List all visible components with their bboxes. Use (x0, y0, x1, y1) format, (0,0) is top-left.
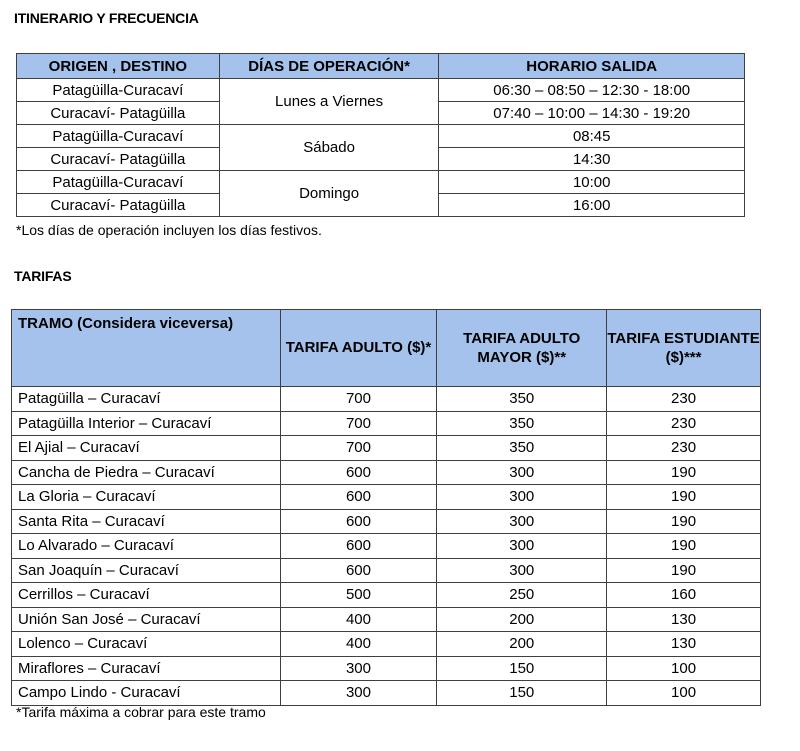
adult-fare-cell: 600 (280, 460, 437, 485)
days-cell: Lunes a Viernes (219, 79, 439, 125)
senior-fare-cell: 250 (437, 583, 607, 608)
senior-fare-cell: 300 (437, 558, 607, 583)
fares-footnote: *Tarifa máxima a cobrar para este tramo (16, 704, 266, 720)
route-cell: Patagüilla-Curacaví (17, 125, 220, 148)
schedule-cell: 08:45 (439, 125, 745, 148)
adult-fare-cell: 400 (280, 632, 437, 657)
itinerary-row (17, 171, 745, 194)
header-operation-days: DÍAS DE OPERACIÓN* (219, 54, 439, 79)
adult-fare-cell: 400 (280, 607, 437, 632)
route-segment-cell: Cerrillos – Curacaví (12, 583, 281, 608)
itinerary-row (17, 79, 745, 102)
fares-table (11, 309, 761, 706)
student-fare-cell: 100 (607, 656, 761, 681)
route-segment-cell: Unión San José – Curacaví (12, 607, 281, 632)
itinerary-row (17, 125, 745, 148)
route-cell: Curacaví- Patagüilla (17, 102, 220, 125)
route-segment-cell: Miraflores – Curacaví (12, 656, 281, 681)
student-fare-cell: 190 (607, 460, 761, 485)
route-segment-cell: Campo Lindo - Curacaví (12, 681, 281, 706)
student-fare-cell: 190 (607, 558, 761, 583)
route-segment-cell: Cancha de Piedra – Curacaví (12, 460, 281, 485)
header-origin-destination: ORIGEN , DESTINO (17, 54, 220, 79)
itinerary-heading: ITINERARIO Y FRECUENCIA (14, 10, 199, 26)
route-segment-cell: Patagüilla – Curacaví (12, 387, 281, 412)
route-cell: Curacaví- Patagüilla (17, 148, 220, 171)
student-fare-cell: 190 (607, 485, 761, 510)
adult-fare-cell: 600 (280, 534, 437, 559)
header-senior-fare: TARIFA ADULTO MAYOR ($)** (437, 310, 607, 387)
senior-fare-cell: 350 (437, 411, 607, 436)
days-cell: Domingo (219, 171, 439, 217)
student-fare-cell: 190 (607, 509, 761, 534)
route-segment-cell: La Gloria – Curacaví (12, 485, 281, 510)
fare-row (12, 607, 761, 632)
schedule-cell: 16:00 (439, 194, 745, 217)
fares-body (12, 387, 761, 706)
fare-row (12, 460, 761, 485)
senior-fare-cell: 300 (437, 509, 607, 534)
fare-row (12, 387, 761, 412)
itinerary-footnote: *Los días de operación incluyen los días festivos. (16, 222, 322, 238)
student-fare-cell: 230 (607, 436, 761, 461)
fare-row (12, 485, 761, 510)
fare-row (12, 509, 761, 534)
schedule-cell: 14:30 (439, 148, 745, 171)
adult-fare-cell: 700 (280, 436, 437, 461)
adult-fare-cell: 700 (280, 387, 437, 412)
header-departure-time: HORARIO SALIDA (439, 54, 745, 79)
senior-fare-cell: 200 (437, 632, 607, 657)
fare-row (12, 534, 761, 559)
adult-fare-cell: 600 (280, 509, 437, 534)
senior-fare-cell: 300 (437, 534, 607, 559)
days-cell: Sábado (219, 125, 439, 171)
senior-fare-cell: 350 (437, 436, 607, 461)
fare-row (12, 436, 761, 461)
schedule-cell: 10:00 (439, 171, 745, 194)
itinerary-table (16, 53, 745, 217)
senior-fare-cell: 350 (437, 387, 607, 412)
student-fare-cell: 230 (607, 387, 761, 412)
fare-row (12, 656, 761, 681)
fare-row (12, 681, 761, 706)
fares-header-row (12, 310, 761, 387)
student-fare-cell: 160 (607, 583, 761, 608)
senior-fare-cell: 200 (437, 607, 607, 632)
adult-fare-cell: 300 (280, 681, 437, 706)
fare-row (12, 411, 761, 436)
senior-fare-cell: 150 (437, 681, 607, 706)
itinerary-header-row (17, 54, 745, 79)
adult-fare-cell: 600 (280, 485, 437, 510)
adult-fare-cell: 700 (280, 411, 437, 436)
student-fare-cell: 190 (607, 534, 761, 559)
header-student-fare: TARIFA ESTUDIANTE ($)*** (607, 310, 761, 387)
route-segment-cell: El Ajial – Curacaví (12, 436, 281, 461)
route-segment-cell: Santa Rita – Curacaví (12, 509, 281, 534)
adult-fare-cell: 300 (280, 656, 437, 681)
header-route-segment: TRAMO (Considera viceversa) (12, 310, 281, 387)
route-cell: Curacaví- Patagüilla (17, 194, 220, 217)
senior-fare-cell: 150 (437, 656, 607, 681)
route-segment-cell: Lo Alvarado – Curacaví (12, 534, 281, 559)
route-segment-cell: San Joaquín – Curacaví (12, 558, 281, 583)
student-fare-cell: 130 (607, 632, 761, 657)
schedule-cell: 06:30 – 08:50 – 12:30 - 18:00 (439, 79, 745, 102)
header-adult-fare: TARIFA ADULTO ($)* (280, 310, 437, 387)
fare-row (12, 583, 761, 608)
route-segment-cell: Lolenco – Curacaví (12, 632, 281, 657)
route-segment-cell: Patagüilla Interior – Curacaví (12, 411, 281, 436)
fare-row (12, 558, 761, 583)
schedule-cell: 07:40 – 10:00 – 14:30 - 19:20 (439, 102, 745, 125)
senior-fare-cell: 300 (437, 460, 607, 485)
fares-heading: TARIFAS (14, 268, 72, 284)
route-cell: Patagüilla-Curacaví (17, 79, 220, 102)
student-fare-cell: 130 (607, 607, 761, 632)
senior-fare-cell: 300 (437, 485, 607, 510)
fare-row (12, 632, 761, 657)
adult-fare-cell: 500 (280, 583, 437, 608)
route-cell: Patagüilla-Curacaví (17, 171, 220, 194)
student-fare-cell: 230 (607, 411, 761, 436)
student-fare-cell: 100 (607, 681, 761, 706)
adult-fare-cell: 600 (280, 558, 437, 583)
